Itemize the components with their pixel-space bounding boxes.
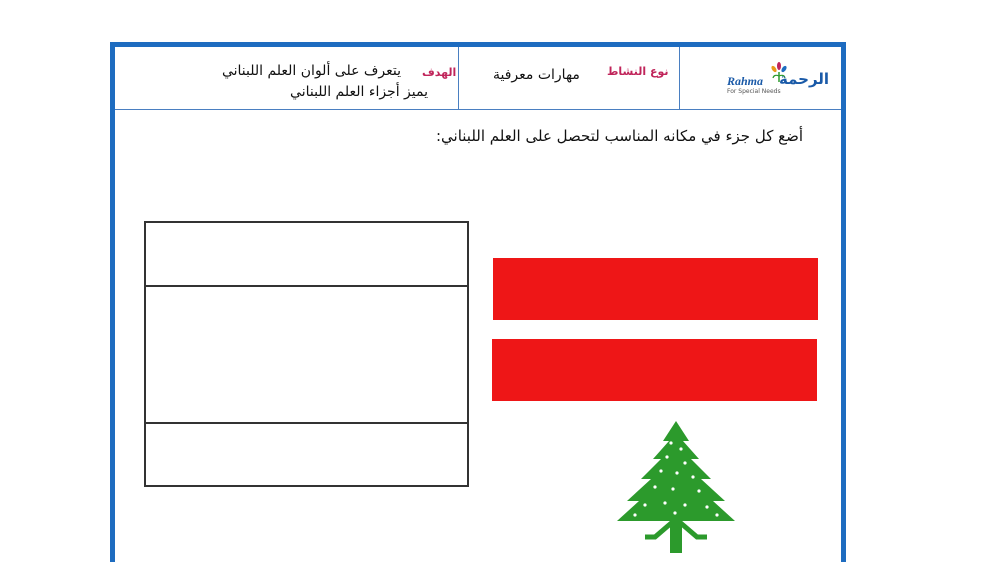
logo-tagline: For Special Needs [727,88,781,95]
header-divider [679,47,680,109]
target-divider [146,422,467,424]
goal-line: يميز أجزاء العلم اللبناني [290,84,428,100]
logo-arabic-text: الرحمة [779,70,830,88]
flag-drop-target[interactable] [144,221,469,487]
goal-label: الهدف [422,66,457,79]
goal-line: يتعرف على ألوان العلم اللبناني [221,63,401,79]
cedar-icon[interactable] [615,419,737,553]
rahma-logo [727,60,830,96]
logo-latin-text: Rahma [727,74,764,88]
red-stripe-top[interactable] [493,258,818,320]
instruction-text: أضع كل جزء في مكانه المناسب لتحصل على العلم اللبناني: [435,127,803,145]
worksheet [110,42,846,562]
header-divider [458,47,459,109]
activity-type-value: مهارات معرفية [493,67,580,83]
target-divider [146,285,467,287]
worksheet-header [115,47,841,110]
red-stripe-bottom[interactable] [492,339,817,401]
activity-type-label: نوع النشاط [607,65,669,78]
